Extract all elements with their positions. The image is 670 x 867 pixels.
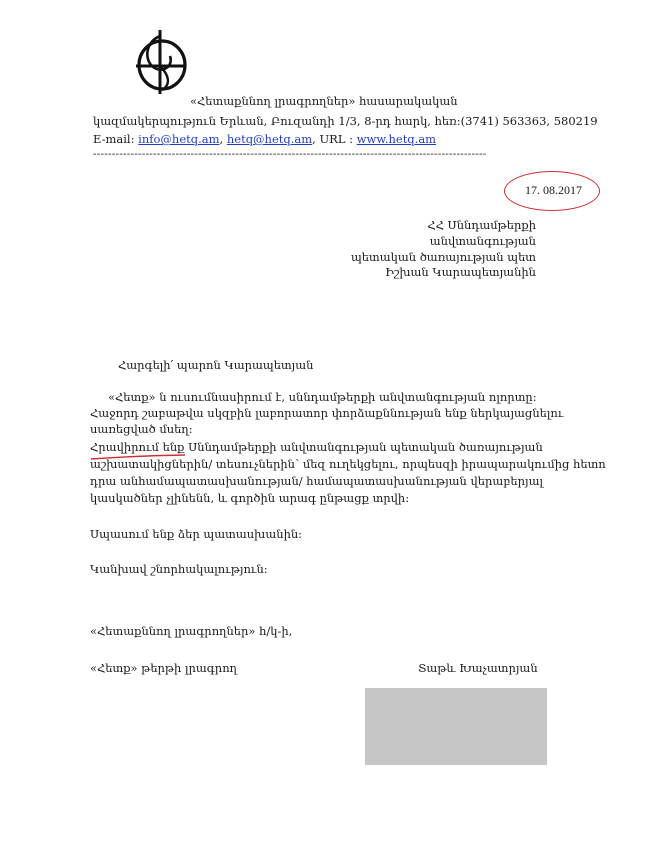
recipient-line-4: Իշխան Կարապետյանին [385,265,536,279]
body-p2-line4: կասկածներ չլինենն, և գործին արագ ընթացք տրվի: [90,491,410,505]
letterhead-address: կազմակերպություն Երևան, Բուզանդի 1/3, 8-րդ հարկ, հեռ:(3741) 563363, 580219 [93,114,598,128]
signoff-org: «Հետաքննող լրագրողներ» հ/կ-ի, [90,624,293,638]
email-link-hetq[interactable]: hetq@hetq.am [226,132,313,146]
salutation: Հարգելի՛ պարոն Կարապետյան [118,358,314,372]
body-p4: Կանխավ շնորհակալություն: [90,562,268,576]
body-p1-line1: «Հետք» ն ուսումնասիրում է, սննդամթերքի անվտանգության ոլորտը: [108,390,537,404]
signoff-name: Տաթև Խաչատրյան [418,661,538,675]
organization-logo-icon [132,28,190,96]
email-link-info[interactable]: info@hetq.am [138,132,220,146]
letterhead-contacts [93,132,436,146]
body-p1-line2: Հաջորդ շաբաթվա սկզբին լաբորատոր փորձաքննության ենք ներկայացնելու [90,406,564,420]
redacted-signature-box [365,688,547,765]
website-link[interactable]: www.hetq.am [356,132,437,146]
email-label: E-mail: [93,132,139,146]
letterhead-org-line: «Հետաքննող լրագրողներ» հասարակական [190,94,458,108]
signoff-role: «Հետք» թերթի լրագրող [90,661,237,675]
body-p1-line3: սառեցված մսեղ: [90,422,193,436]
recipient-line-2: անվտանգության [429,234,536,248]
body-p2-line2: աշխատակիցներին/ տեսուչներին՝ մեզ ուղեկցելու, որպեսզի իրապարակումից հետո [90,457,606,471]
highlighted-phrase: Հրավիրում ենք [90,440,185,454]
url-label: , URL : [312,132,357,146]
recipient-line-3: պետական ծառայության պետ [350,250,536,264]
body-p2-line1 [90,440,543,454]
body-p2-line3: դրա անհամապատասխանության/ համապատասխանության վերաբերյալ [90,474,543,488]
letterhead-divider: --------------------------------------------------------------------------------------------------------- [93,148,487,160]
body-p3: Սպասում ենք ձեր պատասխանին: [90,527,303,541]
email-separator: , [219,132,227,146]
body-p2-line1-rest: Սննդամթերքի անվտանգության պետական ծառայության [184,440,543,454]
letter-date: 17. 08.2017 [525,183,582,197]
recipient-line-1: ՀՀ Սննդամթերքի [427,218,536,232]
